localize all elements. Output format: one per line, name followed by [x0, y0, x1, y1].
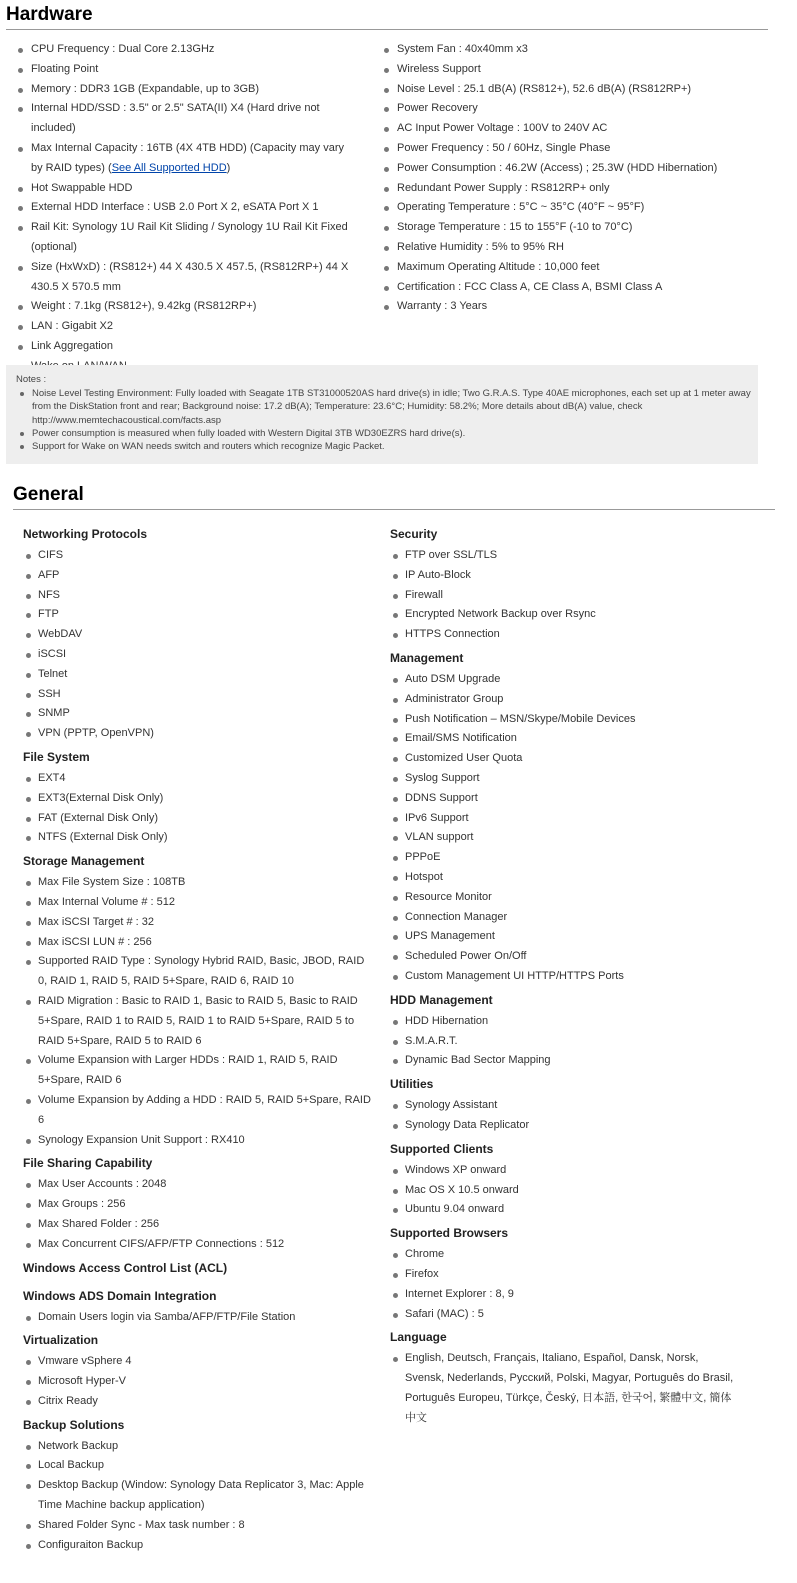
list-item: Synology Assistant	[390, 1096, 740, 1116]
list-item: Max User Accounts : 2048	[23, 1175, 373, 1195]
list-item: Max iSCSI Target # : 32	[23, 913, 373, 933]
list-item: AFP	[23, 566, 373, 586]
list-item: Scheduled Power On/Off	[390, 947, 740, 967]
list-item: Custom Management UI HTTP/HTTPS Ports	[390, 967, 740, 987]
list-item: Maximum Operating Altitude : 10,000 feet	[373, 258, 753, 278]
list-item: Operating Temperature : 5°C ~ 35°C (40°F ~ 95°F)	[373, 198, 753, 218]
general-left-column	[23, 524, 373, 1558]
list-item: Ubuntu 9.04 onward	[390, 1200, 740, 1220]
list-item: EXT4	[23, 769, 373, 789]
category-list	[390, 1012, 740, 1071]
list-item: Synology Data Replicator	[390, 1116, 740, 1136]
list-item: Push Notification – MSN/Skype/Mobile Devices	[390, 710, 740, 730]
list-item: Dynamic Bad Sector Mapping	[390, 1051, 740, 1071]
list-item: SNMP	[23, 704, 373, 724]
list-item: Weight : 7.1kg (RS812+), 9.42kg (RS812RP+)	[7, 297, 352, 317]
category-heading-file-sharing-capability: File Sharing Capability	[23, 1156, 153, 1171]
list-item: UPS Management	[390, 927, 740, 947]
category-heading-language: Language	[390, 1330, 447, 1345]
hardware-left-list	[7, 40, 352, 377]
list-item: Certification : FCC Class A, CE Class A, BSMI Class A	[373, 278, 753, 298]
list-item: Vmware vSphere 4	[23, 1352, 373, 1372]
list-item: NFS	[23, 586, 373, 606]
list-item: Wireless Support	[373, 60, 753, 80]
list-item: Warranty : 3 Years	[373, 297, 753, 317]
list-item: Hotspot	[390, 868, 740, 888]
list-item: Max Internal Volume # : 512	[23, 893, 373, 913]
note-item: Support for Wake on WAN needs switch and routers which recognize Magic Packet.	[16, 440, 752, 453]
list-item: VPN (PPTP, OpenVPN)	[23, 724, 373, 744]
list-item: SSH	[23, 685, 373, 705]
list-item: AC Input Power Voltage : 100V to 240V AC	[373, 119, 753, 139]
list-item: IP Auto-Block	[390, 566, 740, 586]
category-heading-windows-access-control-list-acl: Windows Access Control List (ACL)	[23, 1260, 228, 1275]
list-item: Relative Humidity : 5% to 95% RH	[373, 238, 753, 258]
category-heading-management: Management	[390, 650, 464, 665]
list-item: Connection Manager	[390, 908, 740, 928]
list-item: DDNS Support	[390, 789, 740, 809]
list-item: Size (HxWxD) : (RS812+) 44 X 430.5 X 457.5, (RS812RP+) 44 X 430.5 X 570.5 mm	[7, 258, 352, 298]
list-item: Domain Users login via Samba/AFP/FTP/File Station	[23, 1308, 373, 1328]
category-heading-backup-solutions: Backup Solutions	[23, 1417, 125, 1432]
list-item: FTP	[23, 605, 373, 625]
category-heading-file-system: File System	[23, 749, 90, 764]
category-heading-storage-management: Storage Management	[23, 854, 145, 869]
hardware-right-list	[373, 40, 753, 317]
list-item: Power Consumption : 46.2W (Access) ; 25.3W (HDD Hibernation)	[373, 159, 753, 179]
list-item: VLAN support	[390, 828, 740, 848]
list-item: Max Concurrent CIFS/AFP/FTP Connections : 512	[23, 1235, 373, 1255]
category-list	[390, 546, 740, 645]
note-item: Power consumption is measured when fully loaded with Western Digital 3TB WD30EZRS hard drive(s).	[16, 427, 752, 440]
list-item: Max Shared Folder : 256	[23, 1215, 373, 1235]
list-item: HTTPS Connection	[390, 625, 740, 645]
notes-label: Notes :	[16, 374, 47, 385]
list-item: Volume Expansion by Adding a HDD : RAID 5, RAID 5+Spare, RAID 6	[23, 1091, 373, 1131]
list-item: Mac OS X 10.5 onward	[390, 1181, 740, 1201]
list-item: Microsoft Hyper-V	[23, 1372, 373, 1392]
list-item: Power Frequency : 50 / 60Hz, Single Phase	[373, 139, 753, 159]
capacity-text: Max Internal Capacity : 16TB (4X 4TB HDD) (Capacity may vary by RAID types) (	[31, 141, 344, 174]
category-heading-utilities: Utilities	[390, 1077, 434, 1092]
list-item: Internal HDD/SSD : 3.5" or 2.5" SATA(II) X4 (Hard drive not included)	[7, 99, 352, 139]
category-list	[23, 1308, 373, 1328]
category-heading-security: Security	[390, 527, 438, 541]
list-item: EXT3(External Disk Only)	[23, 789, 373, 809]
list-item: Chrome	[390, 1245, 740, 1265]
list-item: Power Recovery	[373, 99, 753, 119]
list-item: FTP over SSL/TLS	[390, 546, 740, 566]
list-item: Rail Kit: Synology 1U Rail Kit Sliding / Synology 1U Rail Kit Fixed (optional)	[7, 218, 352, 258]
category-heading-virtualization: Virtualization	[23, 1333, 99, 1348]
list-item: Safari (MAC) : 5	[390, 1305, 740, 1325]
list-item: Citrix Ready	[23, 1392, 373, 1412]
notes-list	[16, 387, 752, 453]
list-item: Firewall	[390, 586, 740, 606]
list-item: Redundant Power Supply : RS812RP+ only	[373, 179, 753, 199]
list-item: Administrator Group	[390, 690, 740, 710]
list-item: Max Groups : 256	[23, 1195, 373, 1215]
category-list	[390, 1096, 740, 1136]
list-item: PPPoE	[390, 848, 740, 868]
note-item: Noise Level Testing Environment: Fully loaded with Seagate 1TB ST31000520AS hard drive(s) in idle; Two G.R.A.S. Type 40AE microphones, each set up at 1 meter away from the DiskStation front and rear; Background noise: 17.2 dB(A); Temperature: 23.6°C; Humidity: 58.2%; More details about dB(A) value, check http://www.memtechacoustical.com/facts.asp	[16, 387, 752, 427]
category-list	[23, 769, 373, 848]
list-item: Desktop Backup (Window: Synology Data Replicator 3, Mac: Apple Time Machine backup application)	[23, 1476, 373, 1516]
category-list	[23, 1175, 373, 1254]
list-item: S.M.A.R.T.	[390, 1032, 740, 1052]
list-item: Volume Expansion with Larger HDDs : RAID 1, RAID 5, RAID 5+Spare, RAID 6	[23, 1051, 373, 1091]
list-item: Link Aggregation	[7, 337, 352, 357]
list-item: Max iSCSI LUN # : 256	[23, 933, 373, 953]
list-item: CIFS	[23, 546, 373, 566]
list-item: CPU Frequency : Dual Core 2.13GHz	[7, 40, 352, 60]
list-item: Syslog Support	[390, 769, 740, 789]
see-all-supported-hdd-link[interactable]: See All Supported HDD	[111, 161, 227, 174]
category-list	[390, 1161, 740, 1220]
list-item: WebDAV	[23, 625, 373, 645]
category-list	[23, 873, 373, 1150]
category-heading-networking-protocols: Networking Protocols	[23, 527, 148, 541]
category-heading-supported-browsers: Supported Browsers	[390, 1226, 509, 1241]
category-list	[23, 1352, 373, 1411]
list-item: Supported RAID Type : Synology Hybrid RAID, Basic, JBOD, RAID 0, RAID 1, RAID 5, RAID 5+Spare, RAID 6, RAID 10	[23, 952, 373, 992]
list-item: Storage Temperature : 15 to 155°F (-10 to 70°C)	[373, 218, 753, 238]
list-item: Noise Level : 25.1 dB(A) (RS812+), 52.6 dB(A) (RS812RP+)	[373, 80, 753, 100]
category-heading-hdd-management: HDD Management	[390, 992, 493, 1007]
list-item: Floating Point	[7, 60, 352, 80]
category-heading-supported-clients: Supported Clients	[390, 1141, 494, 1156]
list-item: IPv6 Support	[390, 809, 740, 829]
list-item	[7, 139, 352, 179]
list-item: HDD Hibernation	[390, 1012, 740, 1032]
category-list	[390, 1245, 740, 1324]
category-list	[390, 670, 740, 987]
notes-box	[6, 365, 758, 464]
hardware-title: Hardware	[6, 3, 768, 30]
list-item: RAID Migration : Basic to RAID 1, Basic to RAID 5, Basic to RAID 5+Spare, RAID 1 to RAID 5, RAID 1 to RAID 5+Spare, RAID 5 to RAID 5+Spare, RAID 5 to RAID 6	[23, 992, 373, 1051]
list-item: Windows XP onward	[390, 1161, 740, 1181]
list-item: iSCSI	[23, 645, 373, 665]
category-list	[390, 1349, 740, 1428]
list-item: Synology Expansion Unit Support : RX410	[23, 1131, 373, 1151]
list-item: System Fan : 40x40mm x3	[373, 40, 753, 60]
list-item: Memory : DDR3 1GB (Expandable, up to 3GB)	[7, 80, 352, 100]
list-item: English, Deutsch, Français, Italiano, Español, Dansk, Norsk, Svensk, Nederlands, Русский, Polski, Magyar, Português do Brasil, Português Europeu, Türkçe, Český, 日本語, 한국어, 繁體中文, 簡体中文	[390, 1349, 740, 1428]
list-item: External HDD Interface : USB 2.0 Port X 2, eSATA Port X 1	[7, 198, 352, 218]
list-item: Network Backup	[23, 1437, 373, 1457]
list-item: Auto DSM Upgrade	[390, 670, 740, 690]
category-list	[23, 546, 373, 744]
list-item: NTFS (External Disk Only)	[23, 828, 373, 848]
category-list	[23, 1437, 373, 1556]
list-item: Internet Explorer : 8, 9	[390, 1285, 740, 1305]
list-item: Telnet	[23, 665, 373, 685]
list-item: FAT (External Disk Only)	[23, 809, 373, 829]
list-item: Email/SMS Notification	[390, 729, 740, 749]
category-heading-windows-ads-domain-integration: Windows ADS Domain Integration	[23, 1288, 217, 1303]
list-item: Resource Monitor	[390, 888, 740, 908]
general-title: General	[13, 483, 775, 510]
list-item: Shared Folder Sync - Max task number : 8	[23, 1516, 373, 1536]
list-item: Configuraiton Backup	[23, 1536, 373, 1556]
list-item: Hot Swappable HDD	[7, 179, 352, 199]
list-item: Local Backup	[23, 1456, 373, 1476]
capacity-close: )	[226, 161, 231, 174]
general-right-column	[390, 524, 740, 1431]
list-item: Encrypted Network Backup over Rsync	[390, 605, 740, 625]
list-item: Customized User Quota	[390, 749, 740, 769]
list-item: Max File System Size : 108TB	[23, 873, 373, 893]
list-item: Firefox	[390, 1265, 740, 1285]
list-item: LAN : Gigabit X2	[7, 317, 352, 337]
